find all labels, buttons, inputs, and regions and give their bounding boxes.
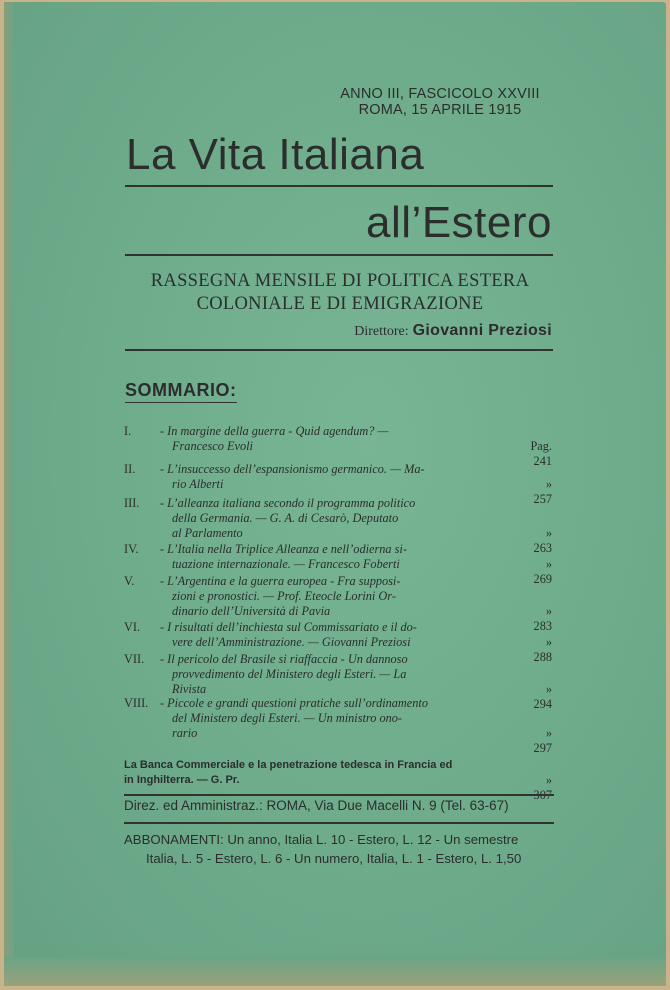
toc-entry-line: provvedimento del Ministero degli Esteri. — La [172, 667, 407, 681]
toc-entry-number: IV. [124, 542, 139, 556]
toc-entry-line: rario [172, 726, 198, 740]
issue-info [340, 86, 540, 118]
subscriptions [124, 830, 564, 868]
toc-page-prefix: Pag. [530, 439, 552, 453]
title-line-2: all’Estero [366, 198, 552, 247]
cover-bottom-edge [4, 957, 666, 986]
toc-entry-page [504, 526, 552, 556]
toc-entry-line: della Germania. — G. A. di Cesarò, Deputato [172, 511, 399, 525]
toc-entry-line: zioni e pronostici. — Prof. Eteocle Lorini Or- [172, 589, 396, 603]
toc-entry-line: al Parlamento [172, 526, 243, 540]
toc-entry-page [504, 604, 552, 634]
toc-page-number: 294 [533, 697, 552, 711]
director-name: Giovanni Preziosi [412, 322, 552, 339]
subtitle [120, 270, 560, 316]
toc-entry-number: VI. [124, 620, 141, 634]
subscriptions-line-1: Un anno, Italia L. 10 - Estero, L. 12 - Un semestre [227, 832, 519, 847]
director-label: Direttore: [354, 324, 409, 339]
toc-page-prefix: » [545, 773, 552, 787]
toc-entry-page [504, 477, 552, 507]
toc-entry-text [160, 620, 502, 650]
toc-entry-text [160, 696, 502, 741]
toc-page-number: 283 [533, 619, 552, 633]
toc-entry-page [504, 635, 552, 665]
toc-entry-number: VIII. [124, 696, 149, 710]
subtitle-line-2: COLONIALE E DI EMIGRAZIONE [196, 294, 484, 314]
toc-entry-text [160, 652, 502, 697]
toc-page-number: 263 [533, 541, 552, 555]
toc-entry-line: - Piccole e grandi questioni pratiche sull’ordinamento [160, 696, 428, 710]
toc-page-number: 288 [533, 650, 552, 664]
toc-entry-text [160, 424, 502, 454]
toc-entry-line: - L’Argentina e la guerra europea - Fra supposi- [160, 574, 401, 588]
toc-page-prefix: » [545, 526, 552, 540]
toc-entry-page [504, 439, 552, 469]
toc-entry-number: I. [124, 424, 132, 438]
toc-entry-text [160, 574, 502, 619]
toc-entry-line: rio Alberti [172, 477, 224, 491]
title-rule-bottom [125, 254, 553, 256]
footer-rule-top [124, 794, 554, 796]
subtitle-line-1: RASSEGNA MENSILE DI POLITICA ESTERA [150, 271, 530, 291]
toc-page-prefix: » [545, 635, 552, 649]
toc-entry-line: - L’insuccesso dell’espansionismo germanico. — Ma- [160, 462, 425, 476]
toc-entry-text [160, 542, 502, 572]
title-line-1: La Vita Italiana [126, 130, 425, 179]
title-rule-top [125, 185, 553, 187]
toc-entry-line: in Inghilterra. — G. Pr. [124, 774, 240, 786]
toc-page-prefix: » [545, 477, 552, 491]
toc-entry-page [504, 682, 552, 712]
toc-page-prefix: » [545, 726, 552, 740]
toc-entry-number: III. [124, 496, 140, 510]
toc-entry-text [160, 496, 502, 541]
toc-entry-line: vere dell’Amministrazione. — Giovanni Preziosi [172, 635, 411, 649]
sommario-heading: SOMMARIO: [125, 380, 237, 403]
toc-entry-line: - In margine della guerra - Quid agendum? — [160, 424, 389, 438]
toc-page-number: 241 [533, 454, 552, 468]
cover-spine-edge [4, 2, 14, 986]
issue-date: ROMA, 15 APRILE 1915 [358, 102, 522, 118]
toc-entry-number: II. [124, 462, 136, 476]
subscriptions-line-2: Italia, L. 5 - Estero, L. 6 - Un numero, Italia, L. 1 - Estero, L. 1,50 [146, 851, 522, 866]
toc-entry-line: dinario dell’Università di Pavia [172, 604, 331, 618]
toc-entry-page [504, 726, 552, 756]
toc-page-number: 257 [533, 492, 552, 506]
toc-entry-line: Francesco Evoli [172, 439, 253, 453]
toc-page-number: 269 [533, 572, 552, 586]
toc-entry-line: La Banca Commerciale e la penetrazione tedesca in Francia ed [124, 759, 453, 771]
toc-page-prefix: » [545, 604, 552, 618]
director-line [320, 322, 552, 340]
toc-entry-text [160, 462, 502, 492]
toc-entry-line: del Ministero degli Esteri. — Un ministro ono- [172, 711, 402, 725]
toc-entry-line: Rivista [172, 682, 207, 696]
toc-entry-number: V. [124, 574, 135, 588]
administration-address: Direz. ed Amministraz.: ROMA, Via Due Macelli N. 9 (Tel. 63-67) [124, 798, 509, 813]
toc-entry-line: tuazione internazionale. — Francesco Foberti [172, 557, 400, 571]
toc-entry-line: - Il pericolo del Brasile si riaffaccia - Un dannoso [160, 652, 408, 666]
header-divider [125, 349, 553, 351]
subscriptions-label: ABBONAMENTI: [124, 832, 224, 847]
toc-entry-line: - L’Italia nella Triplice Alleanza e nell’odierna si- [160, 542, 407, 556]
toc-entry-line: - I risultati dell’inchiesta sul Commissariato e il do- [160, 620, 417, 634]
toc-page-prefix: » [545, 557, 552, 571]
toc-page-prefix: » [545, 682, 552, 696]
issue-number: ANNO III, FASCICOLO XXVIII [340, 86, 540, 102]
toc-entry-text [124, 758, 504, 788]
toc-entry-page [504, 557, 552, 587]
toc-page-number: 297 [533, 741, 552, 755]
footer-rule-bottom [124, 822, 554, 824]
toc-entry-number: VII. [124, 652, 145, 666]
toc-entry-line: - L’alleanza italiana secondo il programma politico [160, 496, 416, 510]
